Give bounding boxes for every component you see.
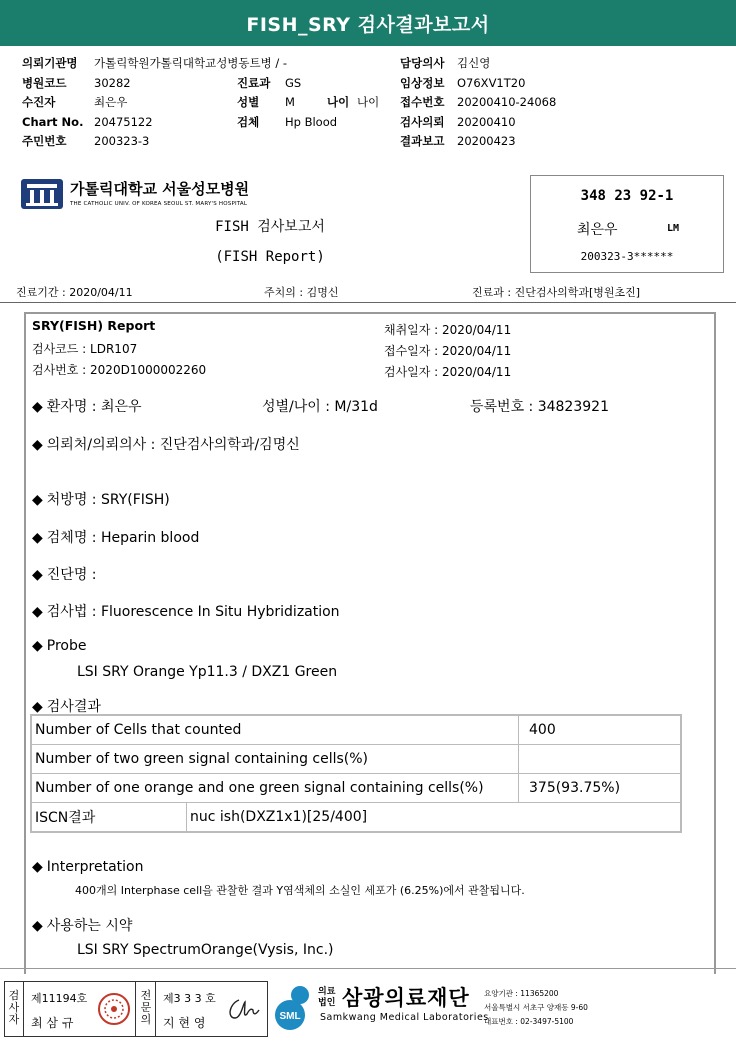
divider bbox=[0, 302, 736, 303]
value: 가톨릭학원가톨릭대학교성병동트병 / - bbox=[94, 56, 288, 70]
report-number: 검사번호 : 2020D1000002260 bbox=[32, 363, 207, 377]
method: 검사법 : Fluorescence In Situ Hybridization bbox=[46, 604, 340, 620]
report-code: 검사코드 : LDR107 bbox=[32, 342, 138, 356]
report-title-bar bbox=[0, 0, 736, 46]
signature-icon bbox=[225, 996, 261, 1024]
report-document bbox=[0, 160, 736, 968]
label: 검체 bbox=[237, 114, 260, 129]
visit-doctor: 주치의 : 김명신 bbox=[264, 286, 339, 299]
value: M bbox=[285, 95, 295, 109]
hospital-name-kr: 가톨릭대학교 서울성모병원 bbox=[70, 180, 250, 198]
prescription: 처방명 : SRY(FISH) bbox=[46, 492, 170, 508]
result-row: ◆ 검사결과 bbox=[32, 699, 101, 715]
label: 의뢰기관명 bbox=[22, 56, 78, 70]
tester-name: 최 삼 규 bbox=[31, 1016, 74, 1030]
patient-id-box bbox=[530, 175, 724, 273]
reagent-heading: 사용하는 시약 bbox=[46, 918, 133, 934]
probe-value: LSI SRY Orange Yp11.3 / DXZ1 Green bbox=[77, 664, 338, 680]
specimen-row: ◆ 검체명 : Heparin blood bbox=[32, 530, 200, 546]
hospital-name-en: THE CATHOLIC UNIV. OF KOREA SEOUL ST. MARY'S HOSPITAL bbox=[70, 201, 248, 207]
value: 20475122 bbox=[94, 114, 153, 129]
value: 최은우 bbox=[94, 95, 128, 109]
org-prefix-2: 법인 bbox=[318, 998, 336, 1008]
probe: Probe bbox=[46, 638, 87, 654]
table-cell: Number of two green signal containing cells(%) bbox=[31, 745, 519, 774]
method-row: ◆ 검사법 : Fluorescence In Situ Hybridization bbox=[32, 604, 340, 620]
signature-box bbox=[4, 981, 268, 1037]
value: O76XV1T20 bbox=[457, 75, 526, 90]
diagnosis: 진단명 : bbox=[46, 567, 97, 583]
hospital-logo-icon bbox=[20, 178, 64, 210]
label: 주민번호 bbox=[22, 134, 67, 148]
seal-stamp-icon bbox=[97, 992, 131, 1026]
interpretation-text: 400개의 Interphase cell을 관찰한 결과 Y염색체의 소실인 세포가 (6.25%)에서 관찰됩니다. bbox=[75, 884, 525, 897]
visit-period: 진료기간 : 2020/04/11 bbox=[16, 286, 133, 299]
value: Hp Blood bbox=[285, 114, 338, 129]
org-prefix-1: 의료 bbox=[318, 987, 336, 997]
tester-number: 제11194호 bbox=[31, 992, 88, 1005]
value: GS bbox=[285, 75, 302, 90]
org-name-en: Samkwang Medical Laboratories bbox=[320, 1012, 489, 1023]
report-name: SRY(FISH) Report bbox=[32, 318, 156, 333]
visit-dept: 진료과 : 진단검사의학과[병원초진] bbox=[472, 286, 641, 299]
id-reg: 200323-3****** bbox=[580, 250, 674, 263]
interpretation-row: ◆ Interpretation bbox=[32, 859, 144, 875]
result-heading: 검사결과 bbox=[46, 699, 101, 715]
report-doc-title: FISH 검사보고서 bbox=[215, 219, 325, 235]
test-date: 검사일자 : 2020/04/11 bbox=[384, 365, 512, 379]
id-name: 최은우 bbox=[577, 222, 618, 238]
label: 담당의사 bbox=[400, 56, 445, 70]
org-code: 요양기관 : 11365200 bbox=[484, 989, 559, 998]
report-doc-subtitle: (FISH Report) bbox=[215, 249, 325, 265]
sml-text: SML bbox=[279, 1011, 301, 1022]
label: 성별 bbox=[237, 95, 260, 109]
id-number: 348 23 92-1 bbox=[580, 188, 674, 204]
id-sex: LM bbox=[667, 223, 680, 234]
specialist-name: 지 현 영 bbox=[163, 1016, 206, 1030]
table-cell: Number of Cells that counted bbox=[31, 715, 519, 745]
org-prefix bbox=[318, 987, 335, 1009]
specialist-number: 제3 3 3 호 bbox=[163, 992, 216, 1005]
specialist-label: 전문의 bbox=[140, 989, 152, 1026]
label: 임상정보 bbox=[400, 75, 445, 90]
tester-label: 검사자 bbox=[8, 989, 20, 1026]
patient-name: 환자명 : 최은우 bbox=[46, 399, 142, 415]
value: 김신영 bbox=[457, 56, 491, 70]
table-cell: Number of one orange and one green signal containing cells(%) bbox=[31, 774, 519, 803]
receipt-date: 접수일자 : 2020/04/11 bbox=[384, 344, 512, 358]
label: 병원코드 bbox=[22, 75, 67, 90]
table-row bbox=[31, 803, 681, 833]
label: 진료과 bbox=[237, 75, 271, 90]
result-table bbox=[30, 714, 682, 833]
sml-logo-icon bbox=[272, 983, 316, 1031]
specimen: 검체명 : Heparin blood bbox=[46, 530, 200, 546]
label: 접수번호 bbox=[400, 95, 445, 109]
label: 수진자 bbox=[22, 95, 56, 109]
hospital-name bbox=[70, 178, 249, 207]
value: 200323-3 bbox=[94, 134, 150, 148]
value: 20200410 bbox=[457, 114, 516, 129]
patient-row: ◆ 환자명 : 최은우 bbox=[32, 399, 142, 415]
patient-sex-age: 성별/나이 : M/31d bbox=[262, 399, 378, 415]
probe-row: ◆ Probe bbox=[32, 638, 87, 654]
value: 30282 bbox=[94, 75, 131, 90]
sml-logo bbox=[272, 983, 316, 1035]
table-cell: 400 bbox=[519, 715, 682, 745]
patient-reg-no: 등록번호 : 34823921 bbox=[470, 399, 609, 415]
value: 20200410-24068 bbox=[457, 95, 557, 109]
label: 나이 bbox=[327, 95, 350, 109]
table-cell: nuc ish(DXZ1x1)[25/400] bbox=[187, 803, 682, 833]
label: 결과보고 bbox=[400, 134, 445, 148]
reagent-value: LSI SRY SpectrumOrange(Vysis, Inc.) bbox=[77, 942, 334, 958]
report-footer bbox=[0, 968, 736, 1047]
value: 나이 bbox=[357, 95, 380, 109]
requester: 의뢰처/의뢰의사 : 진단검사의학과/김명신 bbox=[46, 437, 300, 453]
org-name: 삼광의료재단 bbox=[342, 986, 470, 1010]
value: 20200423 bbox=[457, 134, 516, 148]
org-phone: 대표번호 : 02-3497-5100 bbox=[484, 1017, 574, 1026]
table-cell: ISCN결과 bbox=[31, 803, 187, 833]
prescription-row: ◆ 처방명 : SRY(FISH) bbox=[32, 492, 170, 508]
interpretation-heading: Interpretation bbox=[46, 859, 144, 875]
label: 검사의뢰 bbox=[400, 114, 445, 129]
report-title: FISH_SRY 검사결과보고서 bbox=[246, 13, 490, 36]
table-row bbox=[31, 715, 681, 745]
table-row bbox=[31, 745, 681, 774]
org-address: 서울특별시 서초구 양재동 9-60 bbox=[484, 1003, 588, 1012]
table-cell bbox=[519, 745, 682, 774]
info-right bbox=[400, 54, 556, 152]
collect-date: 채취일자 : 2020/04/11 bbox=[384, 323, 512, 337]
diagnosis-row: ◆ 진단명 : bbox=[32, 567, 97, 583]
table-cell: 375(93.75%) bbox=[519, 774, 682, 803]
info-mid bbox=[237, 74, 379, 133]
org-contact bbox=[484, 987, 588, 1029]
table-row bbox=[31, 774, 681, 803]
label: Chart No. bbox=[22, 114, 84, 129]
requester-row: ◆ 의뢰처/의뢰의사 : 진단검사의학과/김명신 bbox=[32, 437, 300, 453]
reagent-row: ◆ 사용하는 시약 bbox=[32, 918, 133, 934]
